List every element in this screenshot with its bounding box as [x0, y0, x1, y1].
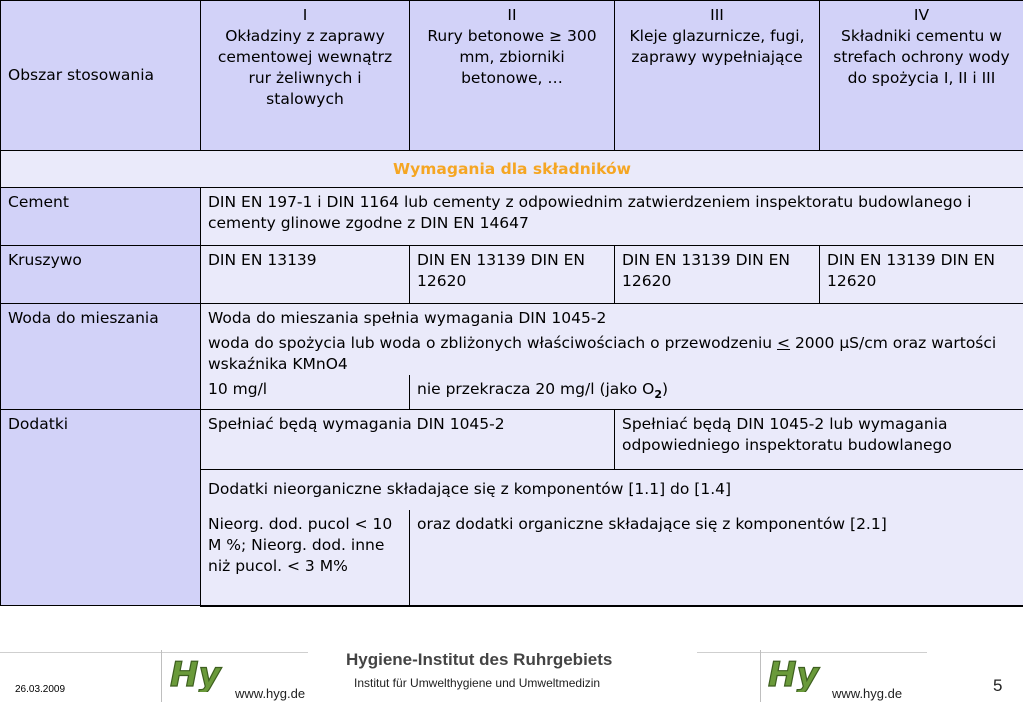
dodatki-organic: oraz dodatki organiczne składające się z komponentów [2.1] — [410, 510, 1023, 606]
footer — [0, 632, 1023, 708]
hy-logo-left-text: Hy — [170, 656, 221, 692]
kruszywo-value-2: DIN EN 13139 DIN EN 12620 — [410, 246, 615, 304]
kruszywo-value-4: DIN EN 13139 DIN EN 12620 — [820, 246, 1023, 304]
footer-divider-right — [697, 652, 927, 653]
footer-divider-left-2 — [163, 652, 308, 653]
hy-logo-right-text: Hy — [768, 656, 819, 692]
page-number: 5 — [993, 676, 1003, 695]
woda-requirements — [201, 304, 1023, 376]
footer-url-right[interactable]: www.hyg.de — [832, 686, 903, 701]
woda-line-1: Woda do mieszania spełnia wymagania DIN 1045-2 — [208, 309, 607, 327]
kruszywo-value-3: DIN EN 13139 DIN EN 12620 — [615, 246, 820, 304]
woda-label: Woda do mieszania — [1, 304, 201, 410]
dodatki-inorganic: Dodatki nieorganiczne składające się z komponentów [1.1] do [1.4] — [201, 470, 1023, 510]
footer-title: Hygiene-Institut des Ruhrgebiets — [346, 650, 613, 669]
footer-vdivider-right — [760, 650, 761, 702]
header-col-4-num: IV — [913, 6, 930, 24]
requirements-heading: Wymagania dla składników — [1, 151, 1023, 188]
header-col-3-text: Kleje glazurnicze, fugi, zaprawy wypełniające — [629, 27, 805, 66]
woda-limit-right-a: nie przekracza 20 mg/l (jako O — [417, 380, 655, 398]
woda-limit-right-sub: 2 — [654, 388, 662, 402]
footer-subtitle: Institut für Umwelthygiene und Umweltmedizin — [354, 676, 601, 690]
header-col-4-text: Składniki cementu w strefach ochrony wody do spożycia I, II i III — [833, 27, 1010, 87]
cement-value: DIN EN 197-1 i DIN 1164 lub cementy z odpowiednim zatwierdzeniem inspektoratu budowlanego i cementy glinowe zgodne z DIN EN 14647 — [201, 188, 1023, 246]
woda-limit-right-b: ) — [662, 380, 669, 398]
woda-limit-left: 10 mg/l — [201, 375, 410, 410]
header-col-1-text: Okładziny z zaprawy cementowej wewnątrz rur żeliwnych i stalowych — [217, 27, 393, 108]
hy-logo-right-icon — [766, 656, 836, 692]
header-label: Obszar stosowania — [1, 1, 201, 151]
header-col-2-text: Rury betonowe ≥ 300 mm, zbiorniki betonowe, … — [427, 27, 597, 87]
header-col-3-num: III — [710, 6, 724, 24]
dodatki-pucol: Nieorg. dod. pucol < 10 M %; Nieorg. dod. inne niż pucol. < 3 M% — [201, 510, 410, 606]
header-col-1 — [201, 1, 410, 151]
header-col-4 — [820, 1, 1023, 151]
dodatki-req-right: Spełniać będą DIN 1045-2 lub wymagania odpowiedniego inspektoratu budowlanego — [615, 410, 1023, 470]
dodatki-label: Dodatki — [1, 410, 201, 606]
kruszywo-value-1: DIN EN 13139 — [201, 246, 410, 304]
woda-limit-right — [410, 375, 1023, 410]
header-col-1-num: I — [302, 6, 308, 24]
hy-logo-left-icon — [168, 656, 238, 692]
header-col-2 — [410, 1, 615, 151]
woda-line-2b: 2000 µS/cm oraz wartości wskaźnika KMnO4 — [208, 334, 997, 373]
header-col-2-num: II — [507, 6, 517, 24]
woda-line-2 — [208, 333, 1016, 375]
woda-line-2a: woda do spożycia lub woda o zbliżonych właściwościach o przewodzeniu — [208, 334, 778, 352]
footer-date: 26.03.2009 — [15, 684, 66, 695]
dodatki-req-left: Spełniać będą wymagania DIN 1045-2 — [201, 410, 615, 470]
footer-divider-left — [0, 652, 163, 653]
footer-vdivider-left — [161, 650, 162, 702]
header-col-3 — [615, 1, 820, 151]
cement-label: Cement — [1, 188, 201, 246]
woda-lt-sign: < — [777, 334, 791, 352]
kruszywo-label: Kruszywo — [1, 246, 201, 304]
footer-url-left[interactable]: www.hyg.de — [235, 686, 306, 701]
